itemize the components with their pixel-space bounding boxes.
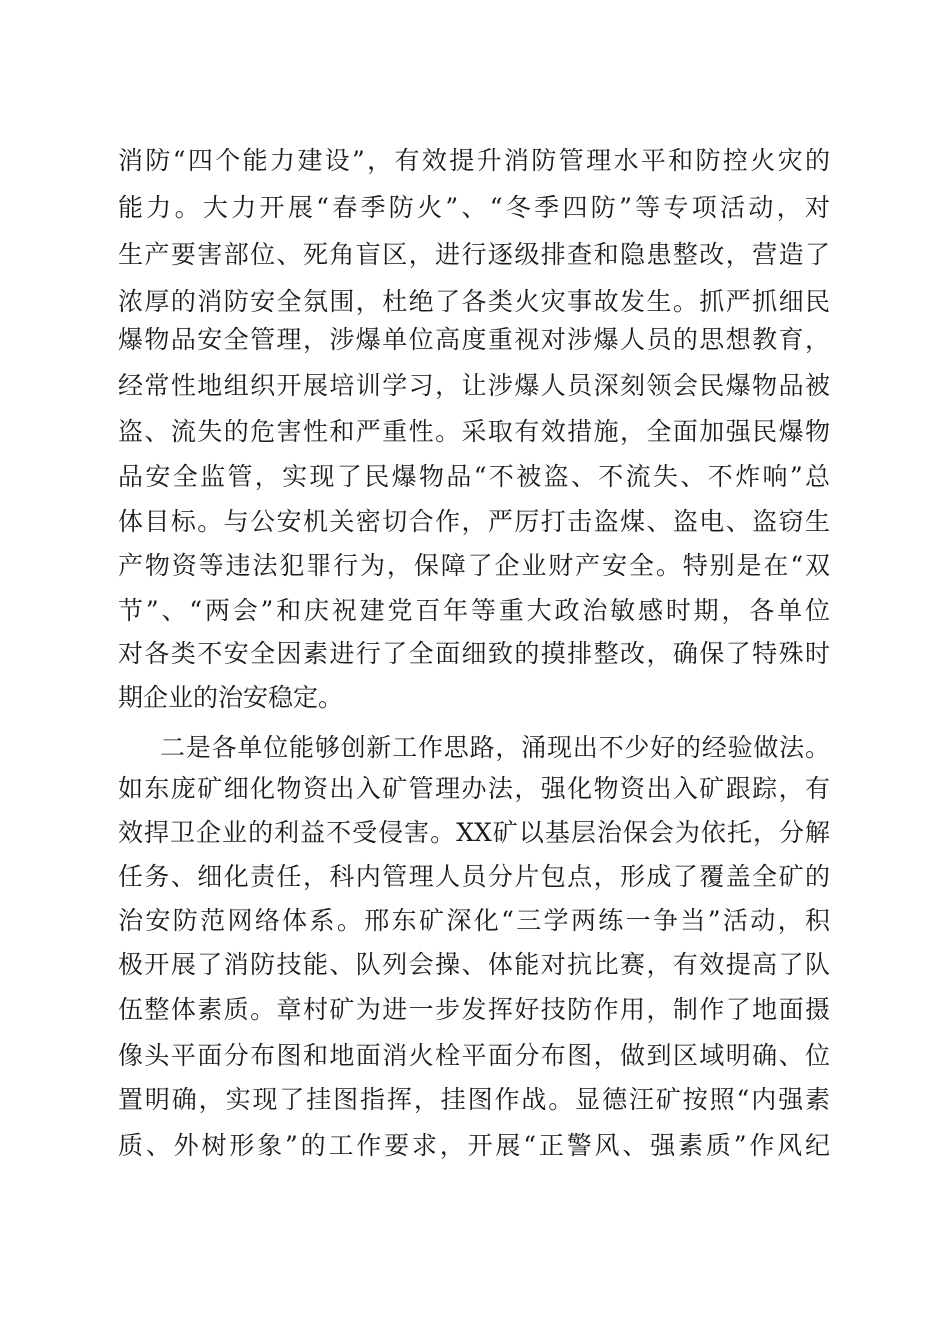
paragraph-1-line-9: 体目标。与公安机关密切合作，严厉打击盗煤、盗电、盗窃生 xyxy=(118,507,830,536)
paragraph-1-line-12: 对各类不安全因素进行了全面细致的摸排整改，确保了特殊时 xyxy=(118,639,830,668)
paragraph-2-line-9: 置明确，实现了挂图指挥，挂图作战。显德汪矿按照“内强素 xyxy=(118,1085,830,1114)
paragraph-1-line-3: 生产要害部位、死角盲区，进行逐级排查和隐患整改，营造了 xyxy=(118,240,830,269)
paragraph-2-line-7: 伍整体素质。章村矿为进一步发挥好技防作用，制作了地面摄 xyxy=(118,995,830,1024)
paragraph-1-line-5: 爆物品安全管理，涉爆单位高度重视对涉爆人员的思想教育， xyxy=(118,325,830,354)
paragraph-2-line-4: 任务、细化责任，科内管理人员分片包点，形成了覆盖全矿的 xyxy=(118,862,830,891)
paragraph-2-line-6: 极开展了消防技能、队列会操、体能对抗比赛，有效提高了队 xyxy=(118,950,830,979)
paragraph-2-line-10: 质、外树形象”的工作要求，开展“正警风、强素质”作风纪 xyxy=(118,1131,830,1160)
paragraph-1-line-13: 期企业的治安稳定。 xyxy=(118,683,344,712)
paragraph-2-line-3: 效捍卫企业的利益不受侵害。XX矿以基层治保会为依托，分解 xyxy=(118,818,830,847)
paragraph-1-line-10: 产物资等违法犯罪行为，保障了企业财产安全。特别是在“双 xyxy=(118,551,830,580)
paragraph-2-line-1: 二是各单位能够创新工作思路，涌现出不少好的经验做法。 xyxy=(160,733,830,762)
paragraph-1-line-1: 消防“四个能力建设”，有效提升消防管理水平和防控火灾的 xyxy=(118,146,830,175)
paragraph-1-line-11: 节”、“两会”和庆祝建党百年等重大政治敏感时期，各单位 xyxy=(118,596,830,625)
paragraph-2-line-5: 治安防范网络体系。邢东矿深化“三学两练一争当”活动，积 xyxy=(118,906,830,935)
paragraph-1-line-6: 经常性地组织开展培训学习，让涉爆人员深刻领会民爆物品被 xyxy=(118,371,830,400)
paragraph-1-line-8: 品安全监管，实现了民爆物品“不被盗、不流失、不炸响”总 xyxy=(118,462,830,491)
paragraph-2-line-8: 像头平面分布图和地面消火栓平面分布图，做到区域明确、位 xyxy=(118,1041,830,1070)
paragraph-1-line-7: 盗、流失的危害性和严重性。采取有效措施，全面加强民爆物 xyxy=(118,417,830,446)
paragraph-2-line-2: 如东庞矿细化物资出入矿管理办法，强化物资出入矿跟踪，有 xyxy=(118,774,830,803)
paragraph-1-line-2: 能力。大力开展“春季防火”、“冬季四防”等专项活动，对 xyxy=(118,193,830,222)
paragraph-1-line-4: 浓厚的消防安全氛围，杜绝了各类火灾事故发生。抓严抓细民 xyxy=(118,287,830,316)
